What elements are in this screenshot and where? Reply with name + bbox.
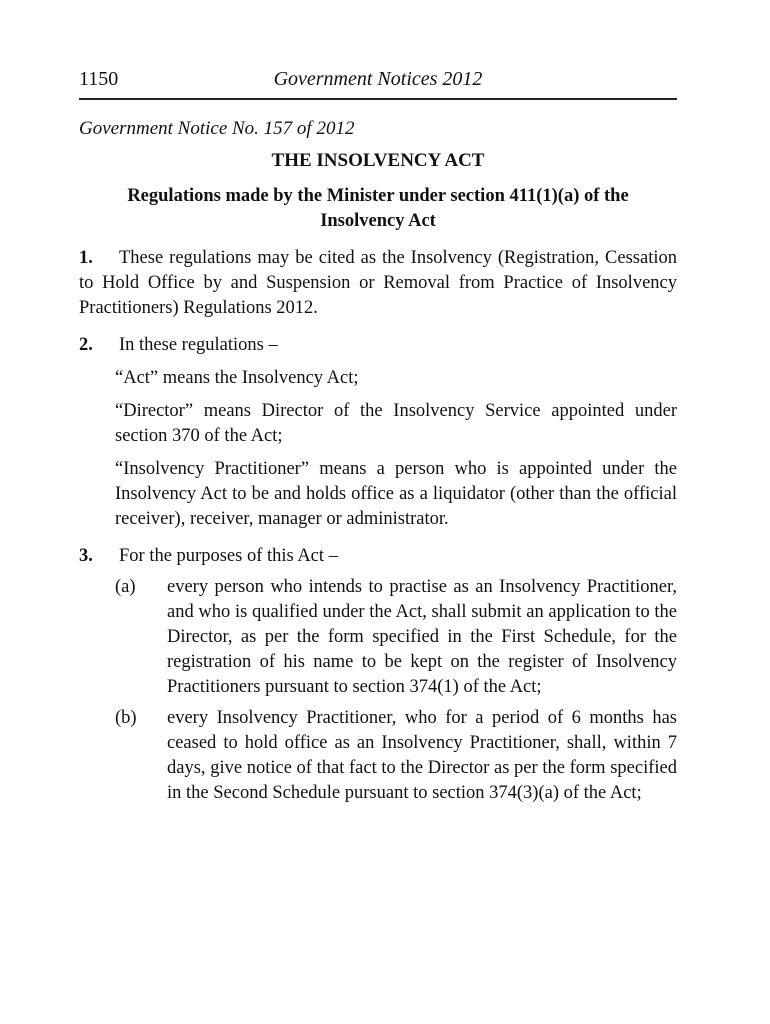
definitions-list (115, 366, 677, 532)
page-header (79, 64, 677, 100)
paragraph-number: 3. (79, 546, 93, 566)
paragraph-text: In these regulations – (119, 335, 278, 355)
sub-item-b (115, 706, 677, 806)
regulations-subtitle: Regulations made by the Minister under section 411(1)(a) of the Insolvency Act (127, 186, 629, 231)
page-number: 1150 (79, 68, 119, 90)
sub-item-label: (b) (115, 708, 137, 728)
paragraph-number: 2. (79, 335, 93, 355)
paragraph-2 (79, 333, 677, 532)
paragraph-number: 1. (79, 248, 93, 268)
sub-item-a (115, 575, 677, 700)
paragraph-text: For the purposes of this Act – (119, 546, 338, 566)
paragraph-text: These regulations may be cited as the Insolvency (Registration, Cessation to Hold Office by and Suspension or Removal from Practice of Insolvency Practitioners) Regulations 2012. (79, 248, 677, 318)
definition-insolvency-practitioner: “Insolvency Practitioner” means a person who is appointed under the Insolvency Act to be and holds office as a liquidator (other than the official receiver), receiver, manager or administrator. (115, 459, 677, 529)
sub-item-label: (a) (115, 577, 136, 597)
definition-act: “Act” means the Insolvency Act; (115, 368, 359, 388)
sub-item-text: every person who intends to practise as an Insolvency Practitioner, and who is qualified under the Act, shall submit an application to the Director, as per the form specified in the First Schedule, for the registration of his name to be kept on the register of Insolvency Practitioners pursuant to section 374(1) of the Act; (167, 577, 677, 697)
document-page (79, 64, 677, 806)
definition-director: “Director” means Director of the Insolvency Service appointed under section 370 of the Act; (115, 401, 677, 446)
act-title: THE INSOLVENCY ACT (271, 150, 485, 171)
sub-items-list (115, 575, 677, 806)
notice-number: Government Notice No. 157 of 2012 (79, 118, 355, 139)
paragraph-3 (79, 544, 677, 806)
paragraph-1 (79, 246, 677, 321)
running-head: Government Notices 2012 (273, 68, 483, 90)
sub-item-text: every Insolvency Practitioner, who for a period of 6 months has ceased to hold office as an Insolvency Practitioner, shall, within 7 days, give notice of that fact to the Director as per the form specified in the Second Schedule pursuant to section 374(3)(a) of the Act; (167, 708, 677, 803)
